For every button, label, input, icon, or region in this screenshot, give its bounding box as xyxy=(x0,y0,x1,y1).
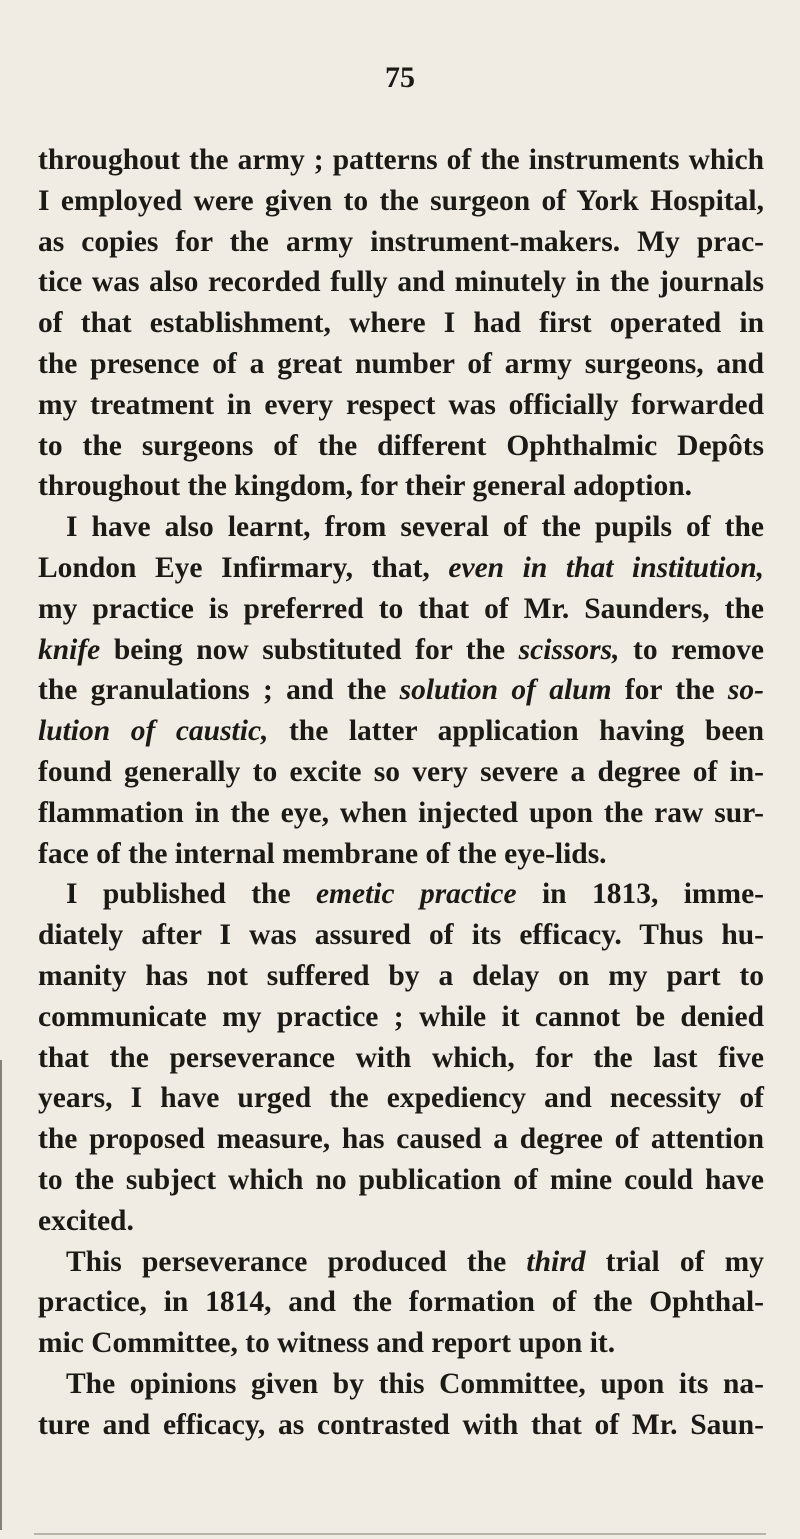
text-line: communicate my practice ; while it cannot be denied xyxy=(38,1000,764,1033)
text-line: diately after I was assured of its efficacy. Thus hu- xyxy=(38,919,764,952)
text-run: the granulations ; and the xyxy=(38,674,400,707)
text-line: tice was also recorded fully and minutely in the journals xyxy=(38,266,764,299)
page-bottom-edge xyxy=(34,1533,766,1535)
text-line: manity has not suffered by a delay on my part to xyxy=(38,959,764,992)
italic-text-run: so- xyxy=(727,674,764,707)
text-line xyxy=(38,630,764,671)
text-line: my practice is preferred to that of Mr. Saunders, the xyxy=(38,592,764,625)
text-run: the latter application having been xyxy=(268,715,764,748)
text-line: throughout the kingdom, for their general adoption. xyxy=(38,470,692,503)
text-run: to remove xyxy=(619,633,764,666)
body-text xyxy=(38,140,764,1446)
text-line: practice, in 1814, and the formation of the Ophthal- xyxy=(38,1286,764,1319)
text-line: the presence of a great number of army surgeons, and xyxy=(38,347,764,380)
text-line xyxy=(38,548,764,589)
page-number: 75 xyxy=(385,61,415,94)
text-line: as copies for the army instrument-makers. My prac- xyxy=(38,225,764,258)
text-line xyxy=(38,874,764,915)
text-line xyxy=(38,670,764,711)
text-run: trial of my xyxy=(585,1245,764,1278)
text-line: years, I have urged the expediency and necessity of xyxy=(38,1082,764,1115)
italic-text-run: third xyxy=(526,1245,586,1278)
text-run: for the xyxy=(611,674,728,707)
text-run: London Eye Infirmary, that, xyxy=(38,551,449,584)
text-line: excited. xyxy=(38,1204,134,1237)
text-line: ture and efficacy, as contrasted with that of Mr. Saun- xyxy=(38,1408,764,1441)
italic-text-run: lution of caustic, xyxy=(38,715,269,748)
text-line: I employed were given to the surgeon of York Hospital, xyxy=(38,184,764,217)
text-line: of that establishment, where I had first operated in xyxy=(38,307,764,340)
text-run: This perseverance produced the xyxy=(66,1245,527,1278)
text-line: to the surgeons of the different Ophthalmic Depôts xyxy=(38,429,764,462)
italic-text-run: even in that institution, xyxy=(448,551,765,584)
text-line: throughout the army ; patterns of the instruments which xyxy=(38,144,764,176)
text-run: being now substituted for the xyxy=(100,633,519,666)
text-line xyxy=(38,1242,764,1283)
italic-text-run: emetic practice xyxy=(315,878,517,911)
page-gutter-shadow xyxy=(0,1060,2,1530)
italic-text-run: solution of alum xyxy=(399,674,612,707)
text-run: in 1813, imme- xyxy=(516,878,764,911)
text-line: my treatment in every respect was officially forwarded xyxy=(38,388,764,421)
text-line: mic Committee, to witness and report upon it. xyxy=(38,1327,616,1360)
text-line xyxy=(38,711,764,752)
text-line: found generally to excite so very severe a degree of in- xyxy=(38,755,764,788)
italic-text-run: scissors, xyxy=(518,633,620,666)
text-line: to the subject which no publication of mine could have xyxy=(38,1163,764,1196)
text-line: I have also learnt, from several of the pupils of the xyxy=(66,511,764,544)
text-line: that the perseverance with which, for the last five xyxy=(38,1041,764,1074)
text-run: I published the xyxy=(66,878,316,911)
text-line: The opinions given by this Committee, upon its na- xyxy=(66,1367,764,1400)
text-line: face of the internal membrane of the eye-lids. xyxy=(38,837,607,870)
text-line: the proposed measure, has caused a degree of attention xyxy=(38,1123,764,1156)
text-line: flammation in the eye, when injected upon the raw sur- xyxy=(38,796,764,829)
italic-text-run: knife xyxy=(38,633,101,666)
